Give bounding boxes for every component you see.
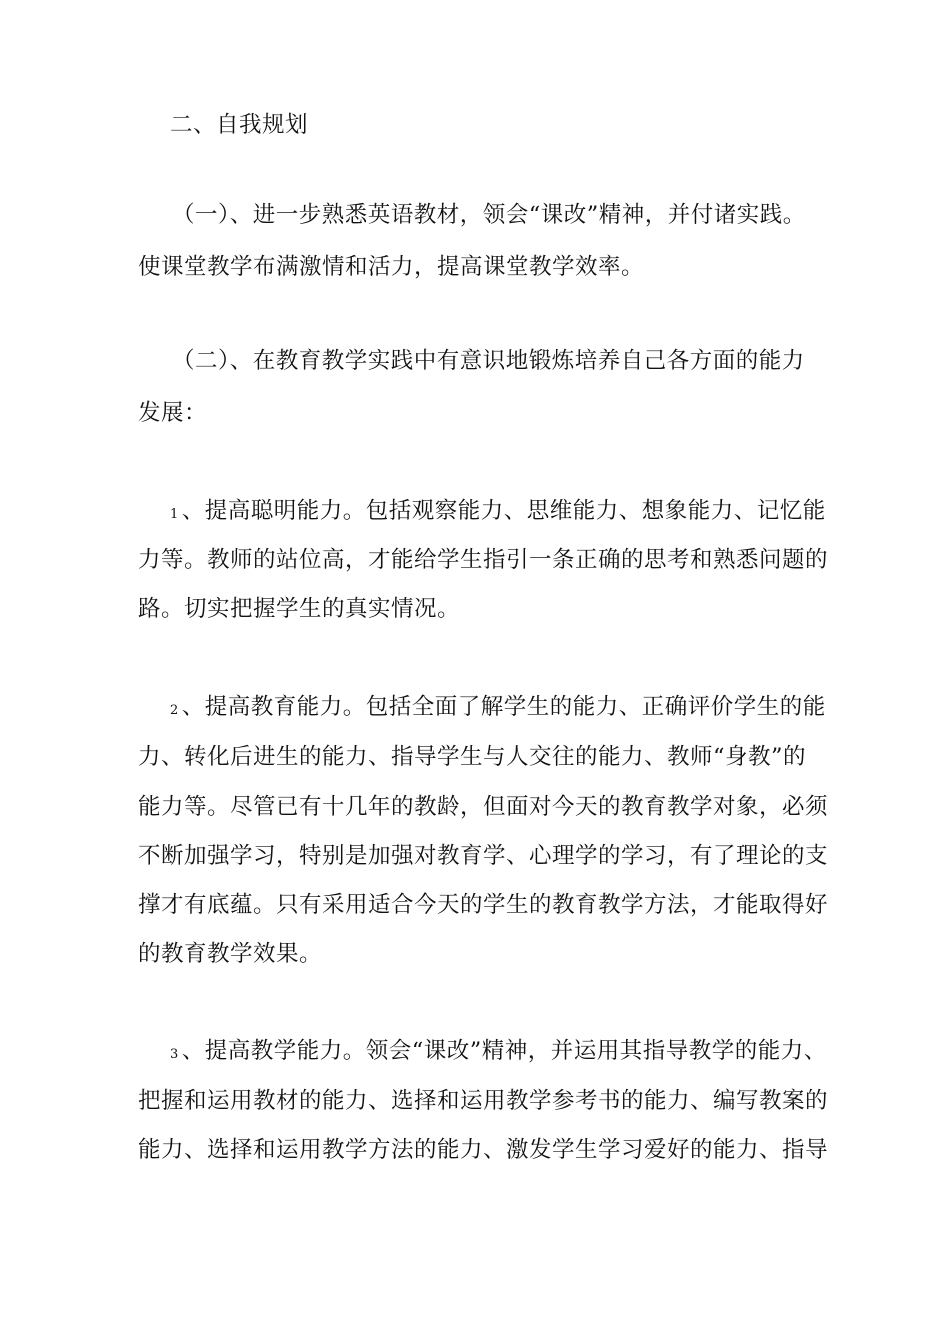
item-1-line-2: 力等。教师的站位高，才能给学生指引一条正确的思考和熟悉问题的 [138,547,829,573]
paragraph-1-line-2: 使课堂教学布满激情和活力，提高课堂教学效率。 [138,254,645,280]
item-3-number: 3 [170,1047,179,1062]
item-1-line-3: 路。切实把握学生的真实情况。 [138,596,461,622]
item-1-line-1 [170,496,826,530]
item-2-line-6: 的教育教学效果。 [138,941,323,967]
item-2-line-2: 力、转化后进生的能力、指导学生与人交往的能力、教师“身教”的 [138,744,807,770]
item-3-line-3: 能力、选择和运用教学方法的能力、激发学生学习爱好的能力、指导 [138,1137,829,1163]
item-3-line-2: 把握和运用教材的能力、选择和运用教学参考书的能力、编写教案的 [138,1088,829,1114]
paragraph-2-line-1: （二）、在教育教学实践中有意识地锻炼培养自己各方面的能力 [172,348,805,374]
paragraph-1-line-1: （一）、进一步熟悉英语教材，领会“课改”精神，并付诸实践。 [172,202,806,228]
paragraph-2-line-2: 发展： [138,400,208,426]
section-heading: 二、自我规划 [170,112,309,138]
item-3-line-1 [170,1036,827,1070]
item-2-number: 2 [170,703,179,718]
item-1-text: 、提高聪明能力。包括观察能力、思维能力、想象能力、记忆能 [181,498,826,524]
item-2-line-5: 撑才有底蕴。只有采用适合今天的学生的教育教学方法，才能取得好 [138,892,829,918]
item-3-text: 、提高教学能力。领会“课改”精神，并运用其指导教学的能力、 [181,1038,827,1064]
item-2-line-3: 能力等。尽管已有十几年的教龄，但面对今天的教育教学对象，必须 [138,794,829,820]
item-2-line-4: 不断加强学习，特别是加强对教育学、心理学的学习，有了理论的支 [138,843,829,869]
item-1-number: 1 [170,507,179,522]
item-2-line-1 [170,692,826,726]
item-2-text: 、提高教育能力。包括全面了解学生的能力、正确评价学生的能 [181,694,826,720]
